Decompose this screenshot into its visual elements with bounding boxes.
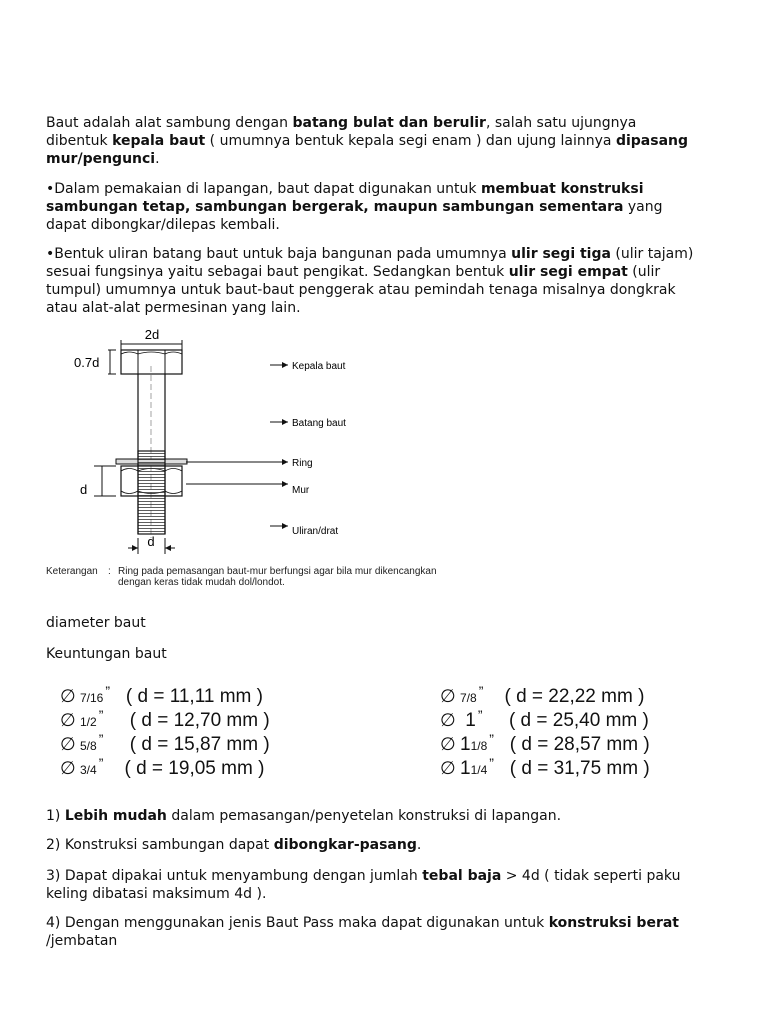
bold-text: membuat konstruksi sambungan tetap, sambungan bergerak, maupun sambungan sementara	[46, 181, 644, 215]
advantage-4	[46, 914, 696, 950]
size-value: ( d = 22,22 mm )	[504, 686, 645, 707]
dimension-shank	[128, 534, 175, 554]
text: 3) Dapat dipakai untuk menyambung dengan jumlah	[46, 868, 423, 884]
size-row: ∅ 3/4 ” ( d = 19,05 mm )	[60, 755, 265, 779]
bold-text: kepala baut	[112, 133, 206, 149]
size-value: ( d = 31,75 mm )	[509, 758, 650, 779]
bold-text: dipasang mur/pengunci	[46, 133, 689, 167]
size-value: ( d = 25,40 mm )	[508, 710, 649, 731]
size-whole: 1	[460, 734, 471, 755]
callouts	[186, 361, 346, 537]
size-fraction: 3/4	[80, 763, 97, 777]
size-value: ( d = 19,05 mm )	[124, 758, 265, 779]
size-row: ∅ 5/8 ” ( d = 15,87 mm )	[60, 731, 270, 755]
text: , salah satu ujungnya dibentuk	[46, 115, 637, 149]
bold-text: dibongkar-pasang	[273, 837, 417, 853]
text: •Dalam pemakaian di lapangan, baut dapat digunakan untuk	[46, 181, 481, 197]
text: •Bentuk uliran batang baut untuk baja bangunan pada umumnya	[46, 246, 512, 262]
keuntungan-heading	[46, 645, 696, 663]
bold-text: konstruksi berat	[548, 915, 679, 931]
dim-2d-label: 2d	[144, 327, 160, 342]
callout-kepala: Kepala baut	[292, 361, 346, 372]
size-fraction: 5/8	[80, 739, 97, 753]
size-row: ∅ 11/8 ” ( d = 28,57 mm )	[440, 731, 650, 755]
size-whole: 1	[460, 710, 476, 731]
bolt-head	[121, 350, 182, 374]
bold-text: ulir segi empat	[508, 264, 628, 280]
size-value: ( d = 11,11 mm )	[125, 686, 263, 707]
dim-shank-label: d	[147, 534, 155, 549]
diameter-symbol: ∅	[440, 758, 456, 778]
text: 1)	[46, 808, 65, 824]
dim-head-label: 0.7d	[74, 355, 100, 370]
size-whole: 1	[460, 758, 471, 779]
size-value: ( d = 12,70 mm )	[129, 710, 270, 731]
usage-paragraph	[46, 180, 696, 234]
bold-text: batang bulat dan berulir	[292, 115, 486, 131]
size-row: ∅ 1/2 ” ( d = 12,70 mm )	[60, 707, 270, 731]
diameter-symbol: ∅	[60, 734, 76, 754]
diameter-symbol: ∅	[60, 686, 76, 706]
thread-paragraph	[46, 245, 696, 317]
size-fraction: 1/4	[470, 763, 488, 777]
note-key: Keterangan	[46, 566, 98, 577]
advantage-2	[46, 836, 696, 854]
text: ( umumnya bentuk kepala segi enam ) dan ujung lainnya	[205, 133, 616, 149]
diameter-symbol: ∅	[440, 686, 456, 706]
text: Baut adalah alat sambung dengan	[46, 115, 293, 131]
callout-mur: Mur	[292, 485, 310, 496]
advantage-1	[46, 807, 696, 825]
text: /jembatan	[46, 933, 118, 949]
bolt-drawing	[46, 326, 526, 566]
dim-nut-label: d	[80, 482, 88, 497]
callout-ring: Ring	[292, 458, 313, 469]
text: 4) Dengan menggunakan jenis Baut Pass maka dapat digunakan untuk	[46, 915, 549, 931]
advantage-3	[46, 867, 696, 903]
bold-text: tebal baja	[422, 868, 502, 884]
diameter-text: diameter baut	[46, 615, 146, 631]
bold-text: ulir segi tiga	[511, 246, 611, 262]
size-fraction: 1/8	[470, 739, 488, 753]
keuntungan-text: Keuntungan baut	[46, 646, 167, 662]
size-row: ∅ 7/16 ” ( d = 11,11 mm )	[60, 683, 263, 707]
bolt-diagram	[46, 326, 526, 591]
diameter-heading	[46, 614, 696, 632]
note-line2: dengan keras tidak mudah dol/londot.	[118, 577, 285, 588]
text: yang dapat dibongkar/dilepas kembali.	[46, 199, 663, 233]
bold-text: Lebih mudah	[64, 808, 167, 824]
dimension-head	[74, 350, 116, 374]
text: .	[155, 151, 160, 167]
diameter-symbol: ∅	[440, 710, 456, 730]
dimension-nut	[80, 466, 116, 497]
diagram-note	[46, 566, 546, 588]
size-row: ∅ 1 ” ( d = 25,40 mm )	[440, 707, 649, 731]
dimension-2d	[121, 327, 182, 350]
size-value: ( d = 28,57 mm )	[509, 734, 650, 755]
text: dalam pemasangan/penyetelan konstruksi di lapangan.	[166, 808, 562, 824]
callout-uliran: Uliran/drat	[292, 526, 339, 537]
diameter-symbol: ∅	[60, 710, 76, 730]
size-fraction: 1/2	[80, 715, 97, 729]
size-row: ∅ 7/8 ” ( d = 22,22 mm )	[440, 683, 645, 707]
intro-paragraph	[46, 114, 696, 168]
note-line1: Ring pada pemasangan baut-mur berfungsi agar bila mur dikencangkan	[118, 566, 437, 577]
diameter-symbol: ∅	[60, 758, 76, 778]
callout-batang: Batang baut	[292, 418, 346, 429]
text: > 4d ( tidak seperti paku keling dibatasi maksimum 4d ).	[46, 868, 681, 902]
text: .	[416, 837, 422, 853]
text: 2) Konstruksi sambungan dapat	[46, 837, 274, 853]
note-colon: :	[108, 566, 111, 577]
text: (ulir tajam) sesuai fungsinya yaitu sebagai baut pengikat. Sedangkan bentuk	[46, 246, 694, 280]
diameter-symbol: ∅	[440, 734, 456, 754]
size-row: ∅ 11/4 ” ( d = 31,75 mm )	[440, 755, 650, 779]
size-fraction: 7/8	[460, 691, 477, 705]
size-fraction: 7/16	[80, 691, 104, 705]
thread-section	[138, 451, 165, 534]
text: (ulir tumpul) umumnya untuk baut-baut penggerak atau pemindah tenaga misalnya dongkrak atau alat-alat permesinan yang lain.	[46, 264, 676, 316]
size-value: ( d = 15,87 mm )	[129, 734, 270, 755]
